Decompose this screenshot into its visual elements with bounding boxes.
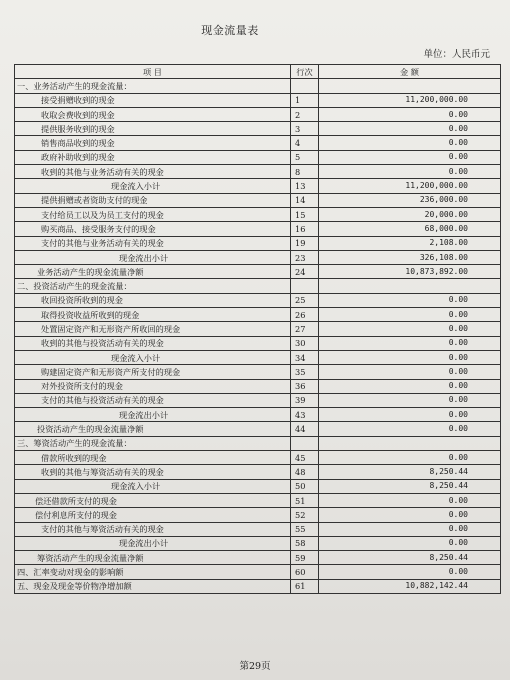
row-seq-number: 23 bbox=[291, 250, 319, 264]
row-amount: 0.00 bbox=[319, 536, 501, 550]
row-amount: 8,250.44 bbox=[319, 479, 501, 493]
row-amount: 11,200,000.00 bbox=[319, 179, 501, 193]
table-row bbox=[15, 93, 501, 107]
row-amount: 0.00 bbox=[319, 493, 501, 507]
table-row bbox=[15, 279, 501, 293]
row-item-label: 收到的其他与投资活动有关的现金 bbox=[15, 336, 291, 350]
row-amount: 0.00 bbox=[319, 451, 501, 465]
row-amount: 0.00 bbox=[319, 136, 501, 150]
table-row bbox=[15, 322, 501, 336]
row-item-label: 收回投资所收到的现金 bbox=[15, 293, 291, 307]
row-seq-number: 2 bbox=[291, 107, 319, 121]
header-seq: 行次 bbox=[291, 65, 319, 79]
row-seq-number: 35 bbox=[291, 365, 319, 379]
table-row bbox=[15, 179, 501, 193]
row-seq-number: 14 bbox=[291, 193, 319, 207]
row-seq-number: 27 bbox=[291, 322, 319, 336]
row-item-label: 支付给员工以及为员工支付的现金 bbox=[15, 207, 291, 221]
row-item-label: 取得投资收益所收到的现金 bbox=[15, 308, 291, 322]
page-number: 第29页 bbox=[239, 661, 271, 672]
row-seq-number: 44 bbox=[291, 422, 319, 436]
row-amount: 0.00 bbox=[319, 122, 501, 136]
row-item-label: 投资活动产生的现金流量净额 bbox=[15, 422, 291, 436]
row-seq-number: 26 bbox=[291, 308, 319, 322]
row-seq-number bbox=[291, 79, 319, 93]
row-seq-number: 55 bbox=[291, 522, 319, 536]
table-row bbox=[15, 536, 501, 550]
table-row bbox=[15, 207, 501, 221]
table-row bbox=[15, 350, 501, 364]
row-seq-number: 50 bbox=[291, 479, 319, 493]
row-amount: 0.00 bbox=[319, 107, 501, 121]
row-amount: 0.00 bbox=[319, 336, 501, 350]
header-item: 项 目 bbox=[15, 65, 291, 79]
row-item-label: 业务活动产生的现金流量净额 bbox=[15, 265, 291, 279]
table-row bbox=[15, 165, 501, 179]
table-row bbox=[15, 122, 501, 136]
row-item-label: 销售商品收到的现金 bbox=[15, 136, 291, 150]
row-amount: 2,108.00 bbox=[319, 236, 501, 250]
row-amount: 0.00 bbox=[319, 522, 501, 536]
row-item-label: 提供捐赠或者资助支付的现金 bbox=[15, 193, 291, 207]
table-row bbox=[15, 393, 501, 407]
row-item-label: 二、投资活动产生的现金流量： bbox=[15, 279, 291, 293]
row-amount bbox=[319, 79, 501, 93]
row-amount: 0.00 bbox=[319, 322, 501, 336]
row-amount: 326,108.00 bbox=[319, 250, 501, 264]
table-row bbox=[15, 522, 501, 536]
table-row bbox=[15, 565, 501, 579]
table-row bbox=[15, 508, 501, 522]
row-item-label: 现金流入小计 bbox=[15, 179, 291, 193]
row-amount: 0.00 bbox=[319, 150, 501, 164]
row-item-label: 支付的其他与业务活动有关的现金 bbox=[15, 236, 291, 250]
row-item-label: 购建固定资产和无形资产所支付的现金 bbox=[15, 365, 291, 379]
row-item-label: 三、筹资活动产生的现金流量： bbox=[15, 436, 291, 450]
row-seq-number: 34 bbox=[291, 350, 319, 364]
row-seq-number: 16 bbox=[291, 222, 319, 236]
table-row bbox=[15, 451, 501, 465]
row-seq-number: 59 bbox=[291, 551, 319, 565]
table-row bbox=[15, 308, 501, 322]
row-item-label: 现金流入小计 bbox=[15, 350, 291, 364]
table-row bbox=[15, 107, 501, 121]
table-row bbox=[15, 265, 501, 279]
row-item-label: 对外投资所支付的现金 bbox=[15, 379, 291, 393]
row-seq-number: 30 bbox=[291, 336, 319, 350]
table-row bbox=[15, 336, 501, 350]
row-item-label: 提供服务收到的现金 bbox=[15, 122, 291, 136]
row-amount bbox=[319, 436, 501, 450]
row-seq-number bbox=[291, 436, 319, 450]
row-item-label: 五、现金及现金等价物净增加额 bbox=[15, 579, 291, 593]
row-amount: 20,000.00 bbox=[319, 207, 501, 221]
row-seq-number: 25 bbox=[291, 293, 319, 307]
row-seq-number: 60 bbox=[291, 565, 319, 579]
row-item-label: 现金流入小计 bbox=[15, 479, 291, 493]
page-title: 现金流量表 bbox=[201, 24, 259, 37]
table-row bbox=[15, 422, 501, 436]
row-amount: 0.00 bbox=[319, 408, 501, 422]
row-item-label: 政府补助收到的现金 bbox=[15, 150, 291, 164]
row-item-label: 一、业务活动产生的现金流量： bbox=[15, 79, 291, 93]
row-amount: 68,000.00 bbox=[319, 222, 501, 236]
row-seq-number: 5 bbox=[291, 150, 319, 164]
row-item-label: 收取会费收到的现金 bbox=[15, 107, 291, 121]
row-seq-number: 24 bbox=[291, 265, 319, 279]
row-seq-number: 48 bbox=[291, 465, 319, 479]
table-row bbox=[15, 79, 501, 93]
row-item-label: 偿还借款所支付的现金 bbox=[15, 493, 291, 507]
table-row bbox=[15, 236, 501, 250]
row-seq-number: 45 bbox=[291, 451, 319, 465]
row-item-label: 筹资活动产生的现金流量净额 bbox=[15, 551, 291, 565]
row-seq-number: 1 bbox=[291, 93, 319, 107]
row-item-label: 现金流出小计 bbox=[15, 536, 291, 550]
row-amount: 0.00 bbox=[319, 165, 501, 179]
row-amount: 0.00 bbox=[319, 565, 501, 579]
row-seq-number bbox=[291, 279, 319, 293]
row-seq-number: 36 bbox=[291, 379, 319, 393]
row-seq-number: 4 bbox=[291, 136, 319, 150]
row-seq-number: 61 bbox=[291, 579, 319, 593]
table-row bbox=[15, 479, 501, 493]
table-row bbox=[15, 222, 501, 236]
table-row bbox=[15, 365, 501, 379]
row-item-label: 收到的其他与筹资活动有关的现金 bbox=[15, 465, 291, 479]
table-row bbox=[15, 465, 501, 479]
currency-unit: 单位：人民币元 bbox=[423, 49, 490, 60]
row-amount: 10,873,892.00 bbox=[319, 265, 501, 279]
row-item-label: 购买商品、接受服务支付的现金 bbox=[15, 222, 291, 236]
row-amount: 11,200,000.00 bbox=[319, 93, 501, 107]
table-row bbox=[15, 293, 501, 307]
row-amount: 0.00 bbox=[319, 393, 501, 407]
table-row bbox=[15, 150, 501, 164]
row-seq-number: 3 bbox=[291, 122, 319, 136]
table-row bbox=[15, 193, 501, 207]
cash-flow-table bbox=[14, 64, 501, 594]
row-seq-number: 19 bbox=[291, 236, 319, 250]
row-seq-number: 58 bbox=[291, 536, 319, 550]
table-body bbox=[15, 79, 501, 594]
table-row bbox=[15, 436, 501, 450]
header-amount: 金 额 bbox=[319, 65, 501, 79]
row-seq-number: 13 bbox=[291, 179, 319, 193]
row-seq-number: 43 bbox=[291, 408, 319, 422]
row-item-label: 接受捐赠收到的现金 bbox=[15, 93, 291, 107]
row-amount: 10,882,142.44 bbox=[319, 579, 501, 593]
table-row bbox=[15, 579, 501, 593]
table-row bbox=[15, 250, 501, 264]
row-seq-number: 15 bbox=[291, 207, 319, 221]
table-row bbox=[15, 493, 501, 507]
row-item-label: 四、汇率变动对现金的影响额 bbox=[15, 565, 291, 579]
row-amount: 0.00 bbox=[319, 350, 501, 364]
row-seq-number: 51 bbox=[291, 493, 319, 507]
row-amount bbox=[319, 279, 501, 293]
row-item-label: 支付的其他与投资活动有关的现金 bbox=[15, 393, 291, 407]
row-item-label: 偿付利息所支付的现金 bbox=[15, 508, 291, 522]
row-amount: 8,250.44 bbox=[319, 465, 501, 479]
row-amount: 0.00 bbox=[319, 308, 501, 322]
row-amount: 0.00 bbox=[319, 365, 501, 379]
table-row bbox=[15, 136, 501, 150]
row-item-label: 现金流出小计 bbox=[15, 408, 291, 422]
row-amount: 8,250.44 bbox=[319, 551, 501, 565]
row-amount: 0.00 bbox=[319, 293, 501, 307]
row-item-label: 支付的其他与筹资活动有关的现金 bbox=[15, 522, 291, 536]
row-amount: 236,000.00 bbox=[319, 193, 501, 207]
table-row bbox=[15, 551, 501, 565]
row-item-label: 现金流出小计 bbox=[15, 250, 291, 264]
row-amount: 0.00 bbox=[319, 379, 501, 393]
row-amount: 0.00 bbox=[319, 508, 501, 522]
row-item-label: 借款所收到的现金 bbox=[15, 451, 291, 465]
table-row bbox=[15, 379, 501, 393]
row-item-label: 收到的其他与业务活动有关的现金 bbox=[15, 165, 291, 179]
row-seq-number: 52 bbox=[291, 508, 319, 522]
row-amount: 0.00 bbox=[319, 422, 501, 436]
table-row bbox=[15, 408, 501, 422]
row-seq-number: 39 bbox=[291, 393, 319, 407]
table-header-row bbox=[15, 65, 501, 79]
row-item-label: 处置固定资产和无形资产所收回的现金 bbox=[15, 322, 291, 336]
row-seq-number: 8 bbox=[291, 165, 319, 179]
